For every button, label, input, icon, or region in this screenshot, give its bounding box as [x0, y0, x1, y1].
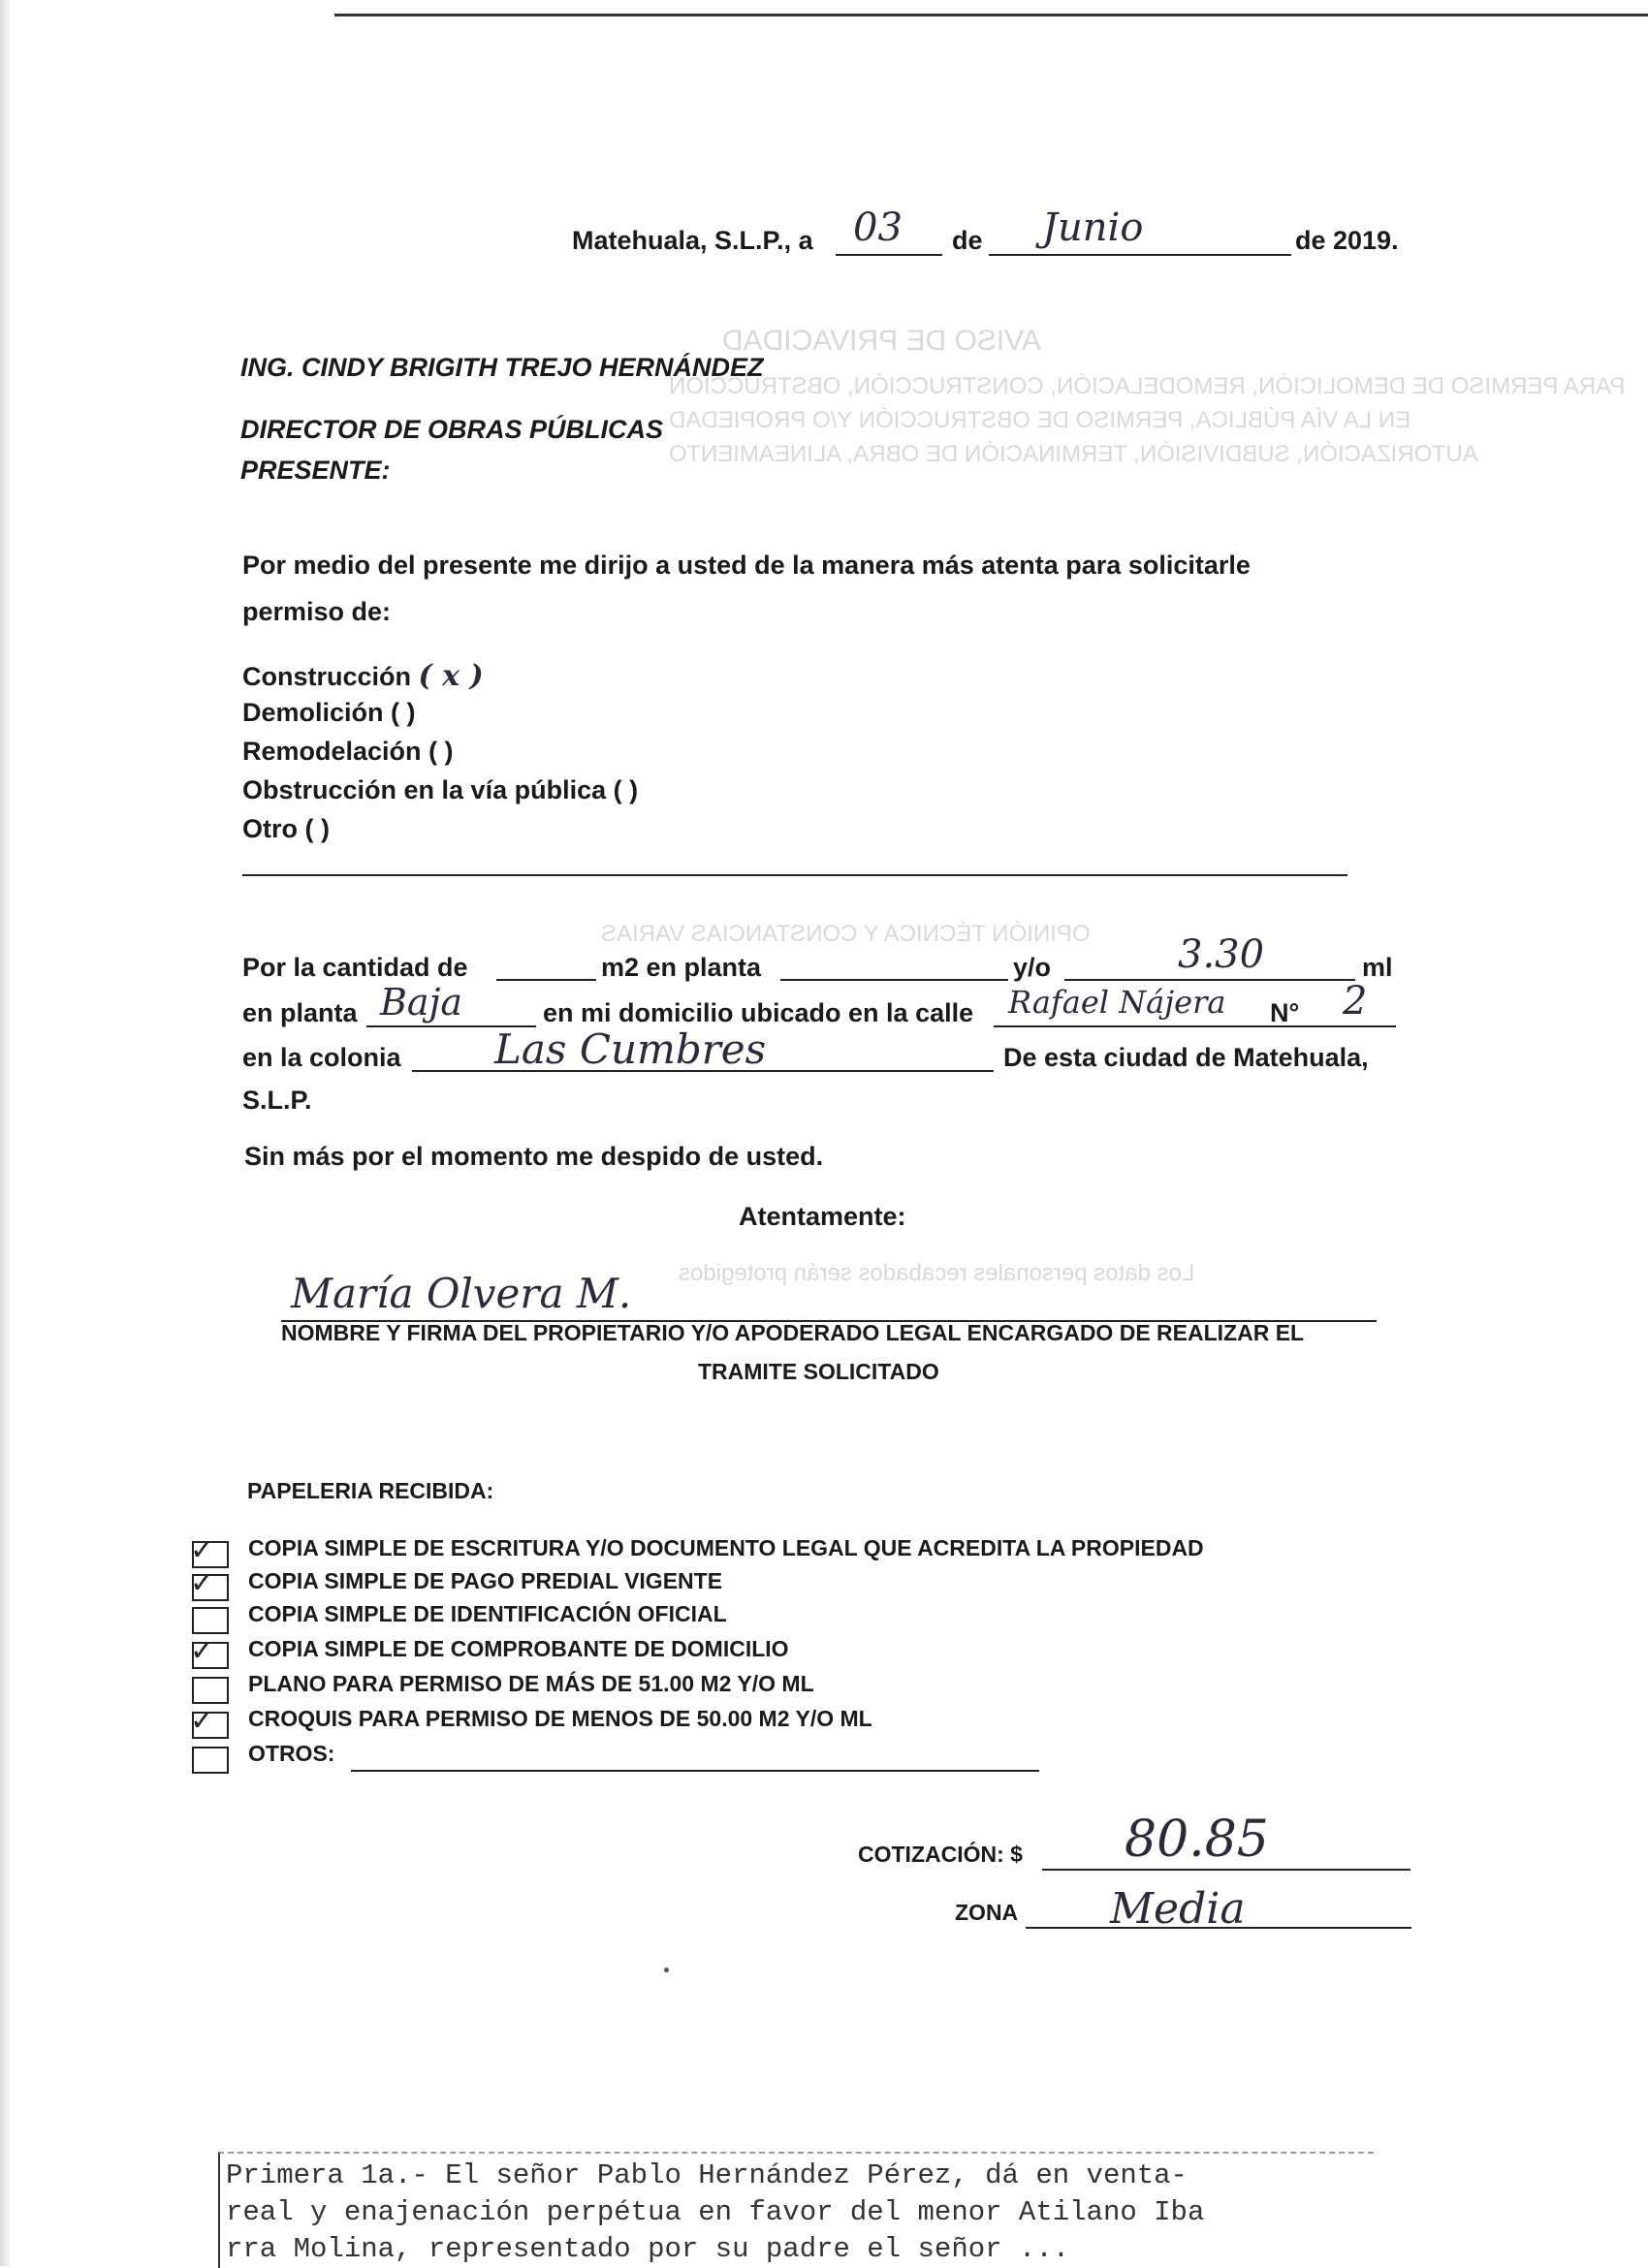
permit-mark: ( ) — [428, 737, 454, 766]
checkbox-croquis[interactable] — [190, 1704, 229, 1739]
presente-label: PRESENTE: — [240, 456, 391, 485]
otro-line — [242, 874, 1347, 876]
zona-value: Media — [1110, 1884, 1246, 1934]
bleed-line: Los datos personales recabados serán protegidos — [679, 1260, 1195, 1286]
month-line — [989, 254, 1291, 256]
permit-otro — [242, 814, 330, 844]
signature: María Olvera M. — [291, 1270, 632, 1317]
zona-label: ZONA — [955, 1900, 1019, 1925]
doc-escritura: COPIA SIMPLE DE ESCRITURA Y/O DOCUMENTO LEGAL QUE ACREDITA LA PROPIEDAD — [248, 1535, 1204, 1560]
typed-line-3: rra Molina, representado por su padre el señor ... — [226, 2233, 1070, 2265]
calle-value: Rafael Nájera — [1008, 984, 1226, 1021]
permit-label: Otro — [242, 814, 298, 843]
despedida: Sin más por el momento me despido de usted. — [244, 1142, 824, 1171]
checkbox-otros[interactable] — [192, 1747, 229, 1774]
check-mark-icon: ✓ — [190, 1634, 215, 1668]
no-label: N° — [1270, 998, 1300, 1027]
check-mark-icon: ✓ — [190, 1533, 215, 1567]
cotizacion-line — [1042, 1869, 1410, 1871]
de-label: de — [952, 226, 983, 255]
month-value: Junio — [1042, 205, 1144, 250]
check-mark-icon: ✓ — [190, 1566, 215, 1600]
bleed-line: AVISO DE PRIVACIDAD — [722, 325, 1041, 357]
bleed-line: AUTORIZACIÓN, SUBDIVISIÓN, TERMINACIÓN DE OBRA, ALINEAMIENTO — [669, 441, 1478, 467]
colonia-value: Las Cumbres — [494, 1025, 767, 1073]
doc-predial: COPIA SIMPLE DE PAGO PREDIAL VIGENTE — [248, 1568, 723, 1593]
m2-line — [780, 979, 1008, 981]
en-planta-label: en planta — [242, 998, 358, 1027]
planta-value: Baja — [380, 981, 463, 1024]
calle-line — [994, 1025, 1396, 1027]
top-scan-line — [334, 14, 1648, 16]
doc-plano: PLANO PARA PERMISO DE MÁS DE 51.00 M2 Y/O ML — [248, 1671, 814, 1696]
permit-label: Remodelación — [242, 737, 422, 766]
colonia-label: en la colonia — [242, 1043, 401, 1072]
ml-value: 3.30 — [1178, 932, 1265, 977]
checkbox-predial[interactable] — [190, 1566, 229, 1601]
domicilio-label: en mi domicilio ubicado en la calle — [543, 998, 974, 1027]
addressee-title: DIRECTOR DE OBRAS PÚBLICAS — [240, 415, 664, 444]
checkbox-plano[interactable] — [192, 1677, 229, 1704]
doc-croquis: CROQUIS PARA PERMISO DE MENOS DE 50.00 M2 Y/O ML — [248, 1706, 872, 1731]
permit-demolicion — [242, 698, 416, 728]
no-value: 2 — [1343, 979, 1368, 1024]
ciudad-label: De esta ciudad de Matehuala, — [1003, 1043, 1369, 1072]
bleed-line: PARA PERMISO DE DEMOLICIÓN, REMODELACIÓN, CONSTRUCCIÓN, OBSTRUCCIÓN — [669, 373, 1626, 399]
firma-line-2: TRAMITE SOLICITADO — [698, 1359, 939, 1384]
addressee-name: ING. CINDY BRIGITH TREJO HERNÁNDEZ — [240, 353, 764, 382]
permit-mark: ( x ) — [418, 659, 484, 693]
permit-mark: ( ) — [391, 698, 416, 727]
scan-edge — [0, 0, 10, 2266]
ml-line — [1064, 979, 1355, 981]
doc-domicilio: COPIA SIMPLE DE COMPROBANTE DE DOMICILIO — [248, 1636, 789, 1661]
day-line — [836, 254, 942, 256]
check-mark-icon: ✓ — [190, 1704, 215, 1738]
yo-label: y/o — [1013, 953, 1052, 982]
checkbox-escritura[interactable] — [190, 1533, 229, 1568]
cotizacion-value: 80.85 — [1125, 1811, 1269, 1869]
intro-line-2: permiso de: — [242, 597, 392, 626]
otros-line — [351, 1770, 1039, 1772]
checkbox-domicilio[interactable] — [190, 1634, 229, 1669]
permit-mark: ( ) — [613, 775, 639, 804]
place-label: Matehuala, S.L.P., a — [572, 226, 813, 255]
permit-obstruccion — [242, 775, 638, 805]
permit-label: Demolición — [242, 698, 384, 727]
permit-mark: ( ) — [304, 814, 330, 843]
scan-speck — [664, 1968, 669, 1972]
intro-line-1: Por medio del presente me dirijo a usted de la manera más atenta para solicitarle — [242, 551, 1251, 580]
checkbox-identificacion[interactable] — [192, 1607, 229, 1634]
cotizacion-label: COTIZACIÓN: $ — [858, 1842, 1023, 1867]
m2-planta-label: m2 en planta — [601, 953, 762, 982]
doc-identificacion: COPIA SIMPLE DE IDENTIFICACIÓN OFICIAL — [248, 1601, 727, 1626]
typed-line-2: real y enajenación perpétua en favor del menor Atilano Iba — [226, 2196, 1205, 2228]
permit-construccion — [242, 659, 484, 693]
cantidad-line — [496, 979, 596, 981]
permit-label: Construcción — [242, 662, 412, 691]
firma-line-1: NOMBRE Y FIRMA DEL PROPIETARIO Y/O APODERADO LEGAL ENCARGADO DE REALIZAR EL — [281, 1320, 1305, 1345]
slp-label: S.L.P. — [242, 1086, 312, 1115]
year-label: de 2019. — [1295, 226, 1399, 255]
permit-label: Obstrucción en la vía pública — [242, 775, 607, 804]
typed-footer — [218, 2152, 1374, 2268]
typed-line-1: Primera 1a.- El señor Pablo Hernández Pérez, dá en venta- — [226, 2159, 1188, 2191]
bleed-line: OPINIÓN TÉCNICA Y CONSTANCIAS VARIAS — [601, 921, 1091, 947]
permit-remodelacion — [242, 737, 454, 767]
doc-otros: OTROS: — [248, 1741, 335, 1766]
bleed-line: EN LA VÍA PÚBLICA, PERMISO DE OBSTRUCCIÓN Y/O PROPIEDAD — [669, 407, 1411, 433]
ml-label: ml — [1362, 953, 1393, 982]
papeleria-title: PAPELERIA RECIBIDA: — [247, 1478, 494, 1503]
cantidad-label: Por la cantidad de — [242, 953, 468, 982]
day-value: 03 — [853, 205, 903, 250]
atentamente: Atentamente: — [739, 1202, 906, 1231]
